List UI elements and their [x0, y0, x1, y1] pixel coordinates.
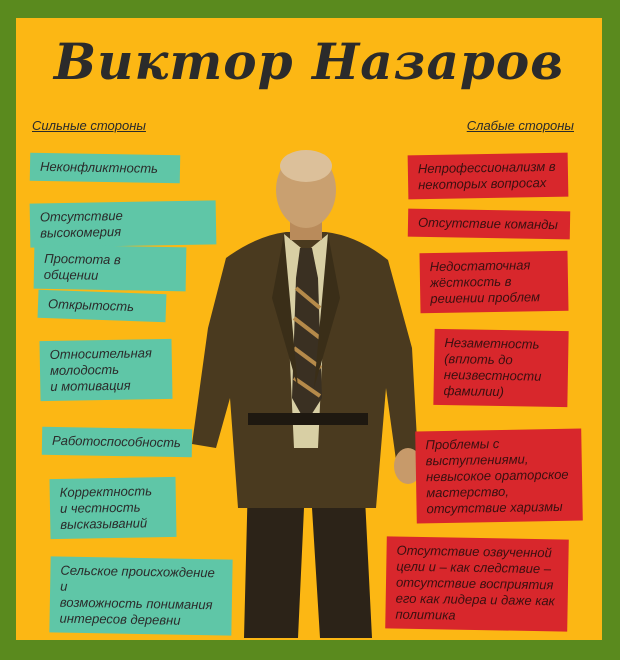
strength-tag: [34, 245, 187, 292]
weakness-tag: [433, 329, 568, 407]
weakness-label: Непрофессионализм в некоторых вопросах: [417, 158, 556, 193]
strength-label: Сельское происхождение и возможность понимания интересов деревни: [59, 562, 215, 628]
weakness-label: Отсутствие озвученной цели и – как следствие – отсутствие восприятия его как лидера и даже как политика: [395, 542, 555, 623]
strength-label: Простота в общении: [43, 250, 121, 283]
strength-tag: [30, 200, 217, 247]
weakness-tag: [415, 429, 583, 524]
page-title: Виктор Назаров: [53, 32, 565, 91]
weakness-label: Незаметность (вплоть до неизвестности фамилии): [443, 335, 542, 400]
strength-tag: [38, 290, 167, 322]
strength-tag: [30, 153, 180, 184]
strength-tag: [49, 477, 176, 539]
strength-label: Открытость: [47, 296, 135, 315]
infographic-panel: [16, 18, 602, 640]
weakness-tag: [408, 209, 570, 240]
weakness-label: Недостаточная жёсткость в решении проблем: [429, 257, 541, 307]
strength-tag: [49, 556, 232, 635]
strength-label: Относительная молодость и мотивация: [49, 345, 153, 394]
weakness-label: Проблемы с выступлениями, невысокое ораторское мастерство, отсутствие харизмы: [425, 435, 569, 517]
strength-label: Корректность и честность высказываний: [59, 483, 153, 532]
weakness-tag: [408, 153, 569, 200]
weaknesses-header: Слабые стороны: [466, 118, 574, 133]
strength-label: Отсутствие высокомерия: [39, 208, 123, 241]
strength-label: Неконфликтность: [39, 158, 159, 176]
weakness-label: Отсутствие команды: [417, 214, 559, 233]
strengths-header: Сильные стороны: [32, 118, 146, 133]
weakness-tag: [385, 536, 569, 631]
weakness-tag: [419, 251, 568, 314]
strength-tag: [42, 427, 192, 458]
strength-tag: [39, 339, 172, 401]
strength-label: Работоспособность: [51, 432, 181, 451]
